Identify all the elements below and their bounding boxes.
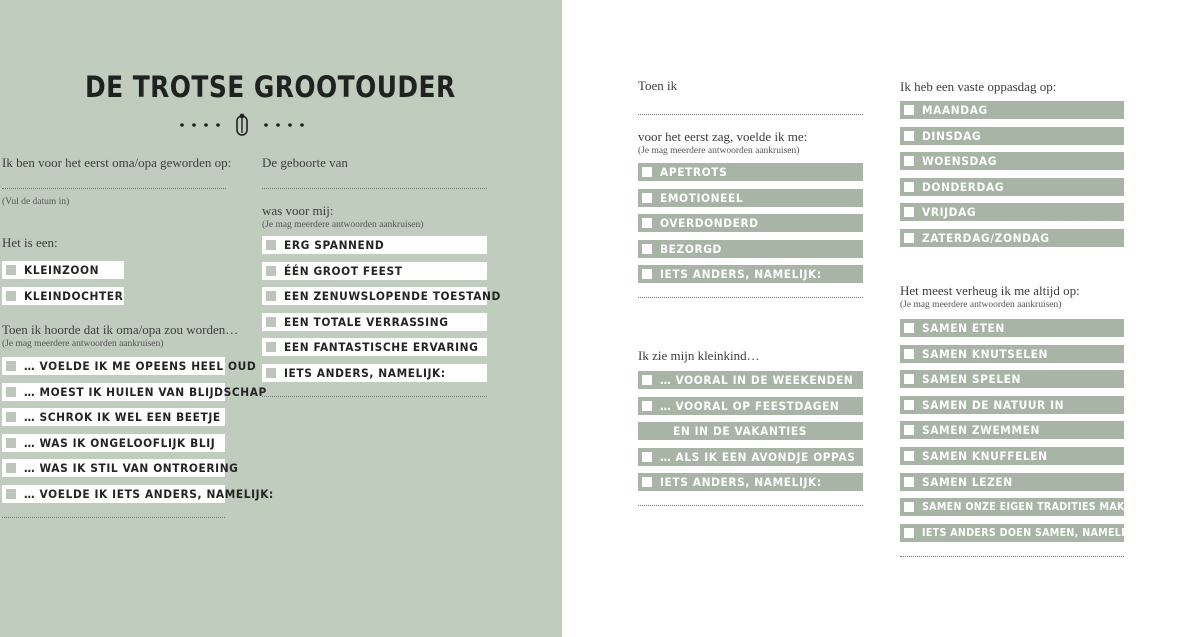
checkbox[interactable] <box>266 266 276 276</box>
checkbox[interactable] <box>904 374 914 384</box>
birth-hint: (Je mag meerdere antwoorden aankruisen) <box>262 220 424 230</box>
see-option-2-continued: EN IN DE VAKANTIES <box>638 422 863 440</box>
heard-section <box>2 322 274 518</box>
checkbox[interactable] <box>642 477 652 487</box>
birth-question: De geboorte van <box>262 155 348 170</box>
checkbox[interactable] <box>642 244 652 254</box>
day-thursday[interactable]: DONDERDAG <box>900 178 1124 196</box>
first-saw-option-2[interactable]: EMOTIONEEL <box>638 189 863 207</box>
birth-option-6[interactable]: IETS ANDERS, NAMELIJK: <box>262 364 487 382</box>
see-section <box>638 348 863 506</box>
first-saw-option-3[interactable]: OVERDONDERD <box>638 214 863 232</box>
day-friday[interactable]: VRIJDAG <box>900 203 1124 221</box>
heard-option-4[interactable]: … WAS IK ONGELOOFLIJK BLIJ <box>2 434 225 452</box>
safety-pin-ornament <box>178 112 308 138</box>
first-saw-hint: (Je mag meerdere antwoorden aankruisen) <box>638 146 800 156</box>
first-date-hint: (Vul de datum in) <box>2 197 70 207</box>
birth-name-line[interactable] <box>262 188 487 189</box>
birth-question-2: was voor mij: <box>262 203 334 218</box>
checkbox[interactable] <box>266 291 276 301</box>
checkbox[interactable] <box>904 182 914 192</box>
checkbox[interactable] <box>6 489 16 499</box>
checkbox[interactable] <box>904 477 914 487</box>
first-saw-option-1[interactable]: APETROTS <box>638 163 863 181</box>
checkbox[interactable] <box>904 207 914 217</box>
checkbox[interactable] <box>266 240 276 250</box>
gender-section <box>2 235 124 312</box>
first-saw-name-line[interactable] <box>638 114 863 115</box>
first-date-line[interactable] <box>2 188 226 189</box>
checkbox[interactable] <box>904 528 914 538</box>
checkbox[interactable] <box>6 387 16 397</box>
page-title: DE TROTSE GROOTOUDER <box>85 70 456 104</box>
first-date-question: Ik ben voor het eerst oma/opa geworden op: <box>2 155 232 170</box>
look-forward-question: Het meest verheug ik me altijd op: <box>900 283 1080 298</box>
checkbox[interactable] <box>6 463 16 473</box>
birth-option-2[interactable]: ÉÉN GROOT FEEST <box>262 262 487 280</box>
checkbox[interactable] <box>642 375 652 385</box>
sitting-day-section <box>900 79 1124 255</box>
heard-option-1[interactable]: … VOELDE IK ME OPEENS HEEL OUD <box>2 357 225 375</box>
look-forward-hint: (Je mag meerdere antwoorden aankruisen) <box>900 300 1062 310</box>
see-option-1[interactable]: … VOORAL IN DE WEEKENDEN <box>638 371 863 389</box>
birth-option-1[interactable]: ERG SPANNEND <box>262 236 487 254</box>
checkbox[interactable] <box>266 317 276 327</box>
checkbox[interactable] <box>266 342 276 352</box>
checkbox[interactable] <box>642 401 652 411</box>
look-forward-section <box>900 283 1141 557</box>
look-forward-option-8[interactable]: SAMEN ONZE EIGEN TRADITIES MAKEN <box>900 498 1124 516</box>
right-page <box>562 0 1200 637</box>
first-saw-other-line[interactable] <box>638 297 863 298</box>
heard-question: Toen ik hoorde dat ik oma/opa zou worden… <box>2 322 239 337</box>
checkbox[interactable] <box>904 131 914 141</box>
day-weekend[interactable]: ZATERDAG/ZONDAG <box>900 229 1124 247</box>
look-forward-option-1[interactable]: SAMEN ETEN <box>900 319 1124 337</box>
checkbox[interactable] <box>6 291 16 301</box>
heard-option-6[interactable]: … VOELDE IK IETS ANDERS, NAMELIJK: <box>2 485 225 503</box>
first-saw-question: Toen ik <box>638 78 678 93</box>
first-saw-question-2: voor het eerst zag, voelde ik me: <box>638 129 808 144</box>
checkbox[interactable] <box>6 412 16 422</box>
checkbox[interactable] <box>904 400 914 410</box>
option-kleindochter[interactable]: KLEINDOCHTER <box>2 287 124 305</box>
checkbox[interactable] <box>642 452 652 462</box>
birth-other-line[interactable] <box>262 396 487 397</box>
checkbox[interactable] <box>904 233 914 243</box>
look-forward-option-3[interactable]: SAMEN SPELEN <box>900 370 1124 388</box>
checkbox[interactable] <box>642 193 652 203</box>
checkbox[interactable] <box>904 105 914 115</box>
sitting-day-question: Ik heb een vaste oppasdag op: <box>900 79 1057 94</box>
birth-section <box>262 155 501 397</box>
checkbox[interactable] <box>642 269 652 279</box>
heard-option-5[interactable]: … WAS IK STIL VAN ONTROERING <box>2 459 225 477</box>
birth-option-3[interactable]: EEN ZENUWSLOPENDE TOESTAND <box>262 287 487 305</box>
look-forward-option-5[interactable]: SAMEN ZWEMMEN <box>900 421 1124 439</box>
gender-question: Het is een: <box>2 235 58 250</box>
birth-option-4[interactable]: EEN TOTALE VERRASSING <box>262 313 487 331</box>
look-forward-option-6[interactable]: SAMEN KNUFFELEN <box>900 447 1124 465</box>
checkbox[interactable] <box>642 218 652 228</box>
checkbox[interactable] <box>904 156 914 166</box>
heard-option-3[interactable]: … SCHROK IK WEL EEN BEETJE <box>2 408 225 426</box>
look-forward-option-4[interactable]: SAMEN DE NATUUR IN <box>900 396 1124 414</box>
look-forward-option-9[interactable]: IETS ANDERS DOEN SAMEN, NAMELIJK: <box>900 524 1124 542</box>
first-saw-option-4[interactable]: BEZORGD <box>638 240 863 258</box>
look-forward-other-line[interactable] <box>900 556 1124 557</box>
first-saw-option-5[interactable]: IETS ANDERS, NAMELIJK: <box>638 265 863 283</box>
checkbox[interactable] <box>642 167 652 177</box>
see-option-3[interactable]: … ALS IK EEN AVONDJE OPPAS <box>638 448 863 466</box>
see-question: Ik zie mijn kleinkind… <box>638 348 760 363</box>
first-date-section <box>2 155 232 208</box>
day-monday[interactable]: MAANDAG <box>900 101 1124 119</box>
day-tuesday[interactable]: DINSDAG <box>900 127 1124 145</box>
checkbox[interactable] <box>904 502 914 512</box>
see-option-2[interactable]: … VOORAL OP FEESTDAGEN <box>638 397 863 415</box>
checkbox[interactable] <box>904 349 914 359</box>
heard-other-line[interactable] <box>2 517 225 518</box>
checkbox[interactable] <box>6 265 16 275</box>
checkbox[interactable] <box>6 361 16 371</box>
day-wednesday[interactable]: WOENSDAG <box>900 152 1124 170</box>
look-forward-option-2[interactable]: SAMEN KNUTSELEN <box>900 345 1124 363</box>
checkbox[interactable] <box>6 438 16 448</box>
checkbox[interactable] <box>904 451 914 461</box>
heard-option-2[interactable]: … MOEST IK HUILEN VAN BLIJDSCHAP <box>2 383 225 401</box>
checkbox[interactable] <box>904 323 914 333</box>
see-option-4[interactable]: IETS ANDERS, NAMELIJK: <box>638 473 863 491</box>
look-forward-option-7[interactable]: SAMEN LEZEN <box>900 473 1124 491</box>
see-other-line[interactable] <box>638 505 863 506</box>
checkbox[interactable] <box>266 368 276 378</box>
checkbox[interactable] <box>904 425 914 435</box>
option-kleinzoon[interactable]: KLEINZOON <box>2 261 124 279</box>
heard-hint: (Je mag meerdere antwoorden aankruisen) <box>2 339 164 349</box>
birth-option-5[interactable]: EEN FANTASTISCHE ERVARING <box>262 338 487 356</box>
left-page <box>0 0 562 637</box>
first-saw-section <box>638 78 863 298</box>
